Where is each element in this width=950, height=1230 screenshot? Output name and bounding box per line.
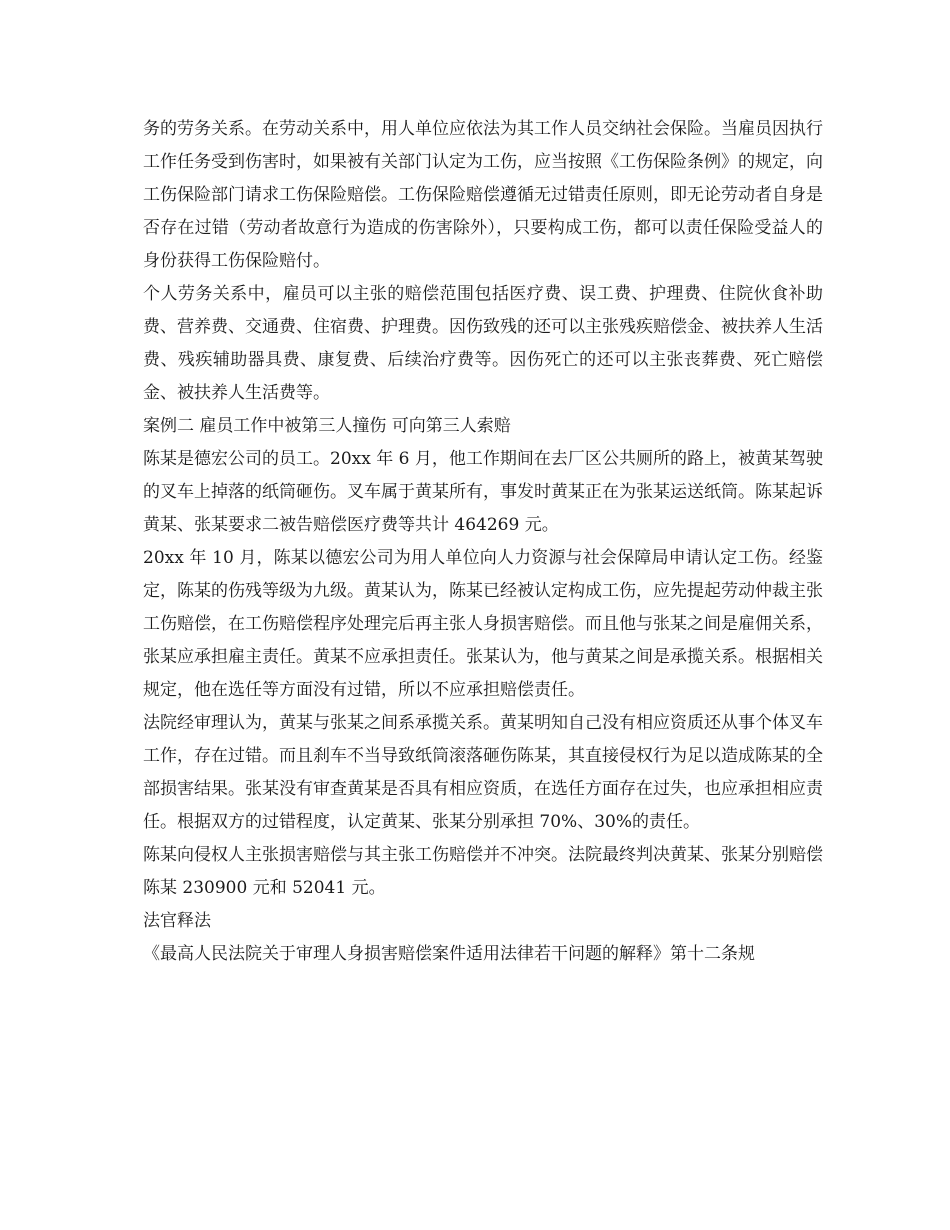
paragraph-labor-relations: 务的劳务关系。在劳动关系中，用人单位应依法为其工作人员交纳社会保险。当雇员因执行工作任务受到伤害时，如果被有关部门认定为工伤，应当按照《工伤保险条例》的规定，向工伤保险部门请求工伤保险赔偿。工伤保险赔偿遵循无过错责任原则，即无论劳动者自身是否存在过错（劳动者故意行为造成的伤害除外），只要构成工伤，都可以责任保险受益人的身份获得工伤保险赔付。	[143, 119, 823, 271]
paragraph-compensation-scope: 个人劳务关系中，雇员可以主张的赔偿范围包括医疗费、误工费、护理费、住院伙食补助费、营养费、交通费、住宿费、护理费。因伤致残的还可以主张残疾赔偿金、被扶养人生活费、残疾辅助器具费、康复费、后续治疗费等。因伤死亡的还可以主张丧葬费、死亡赔偿金、被扶养人生活费等。	[143, 284, 823, 403]
judge-interpretation-heading: 法官释法	[143, 911, 211, 931]
paragraph-legal-citation: 《最高人民法院关于审理人身损害赔偿案件适用法律若干问题的解释》第十二条规	[143, 944, 755, 964]
paragraph-court-reasoning: 法院经审理认为，黄某与张某之间系承揽关系。黄某明知自己没有相应资质还从事个体叉车工作，存在过错。而且刹车不当导致纸筒滚落砸伤陈某，其直接侵权行为足以造成陈某的全部损害结果。张某没有审查黄某是否具有相应资质，在选任方面存在过失，也应承担相应责任。根据双方的过错程度，认定黄某、张某分别承担 70%、30%的责任。	[143, 713, 823, 832]
document-body	[143, 113, 823, 971]
case-two-heading: 案例二 雇员工作中被第三人撞伤 可向第三人索赔	[143, 416, 511, 436]
paragraph-case-facts: 陈某是德宏公司的员工。20xx 年 6 月，他工作期间在去厂区公共厕所的路上，被黄某驾驶的叉车上掉落的纸筒砸伤。叉车属于黄某所有，事发时黄某正在为张某运送纸筒。陈某起诉黄某、张某要求二被告赔偿医疗费等共计 464269 元。	[143, 449, 823, 535]
paragraph-work-injury-claim: 20xx 年 10 月，陈某以德宏公司为用人单位向人力资源与社会保障局申请认定工伤。经鉴定，陈某的伤残等级为九级。黄某认为，陈某已经被认定构成工伤，应先提起劳动仲裁主张工伤赔偿，在工伤赔偿程序处理完后再主张人身损害赔偿。而且他与张某之间是雇佣关系，张某应承担雇主责任。黄某不应承担责任。张某认为，他与黄某之间是承揽关系。根据相关规定，他在选任等方面没有过错，所以不应承担赔偿责任。	[143, 548, 823, 700]
paragraph-judgment: 陈某向侵权人主张损害赔偿与其主张工伤赔偿并不冲突。法院最终判决黄某、张某分别赔偿陈某 230900 元和 52041 元。	[143, 845, 823, 898]
